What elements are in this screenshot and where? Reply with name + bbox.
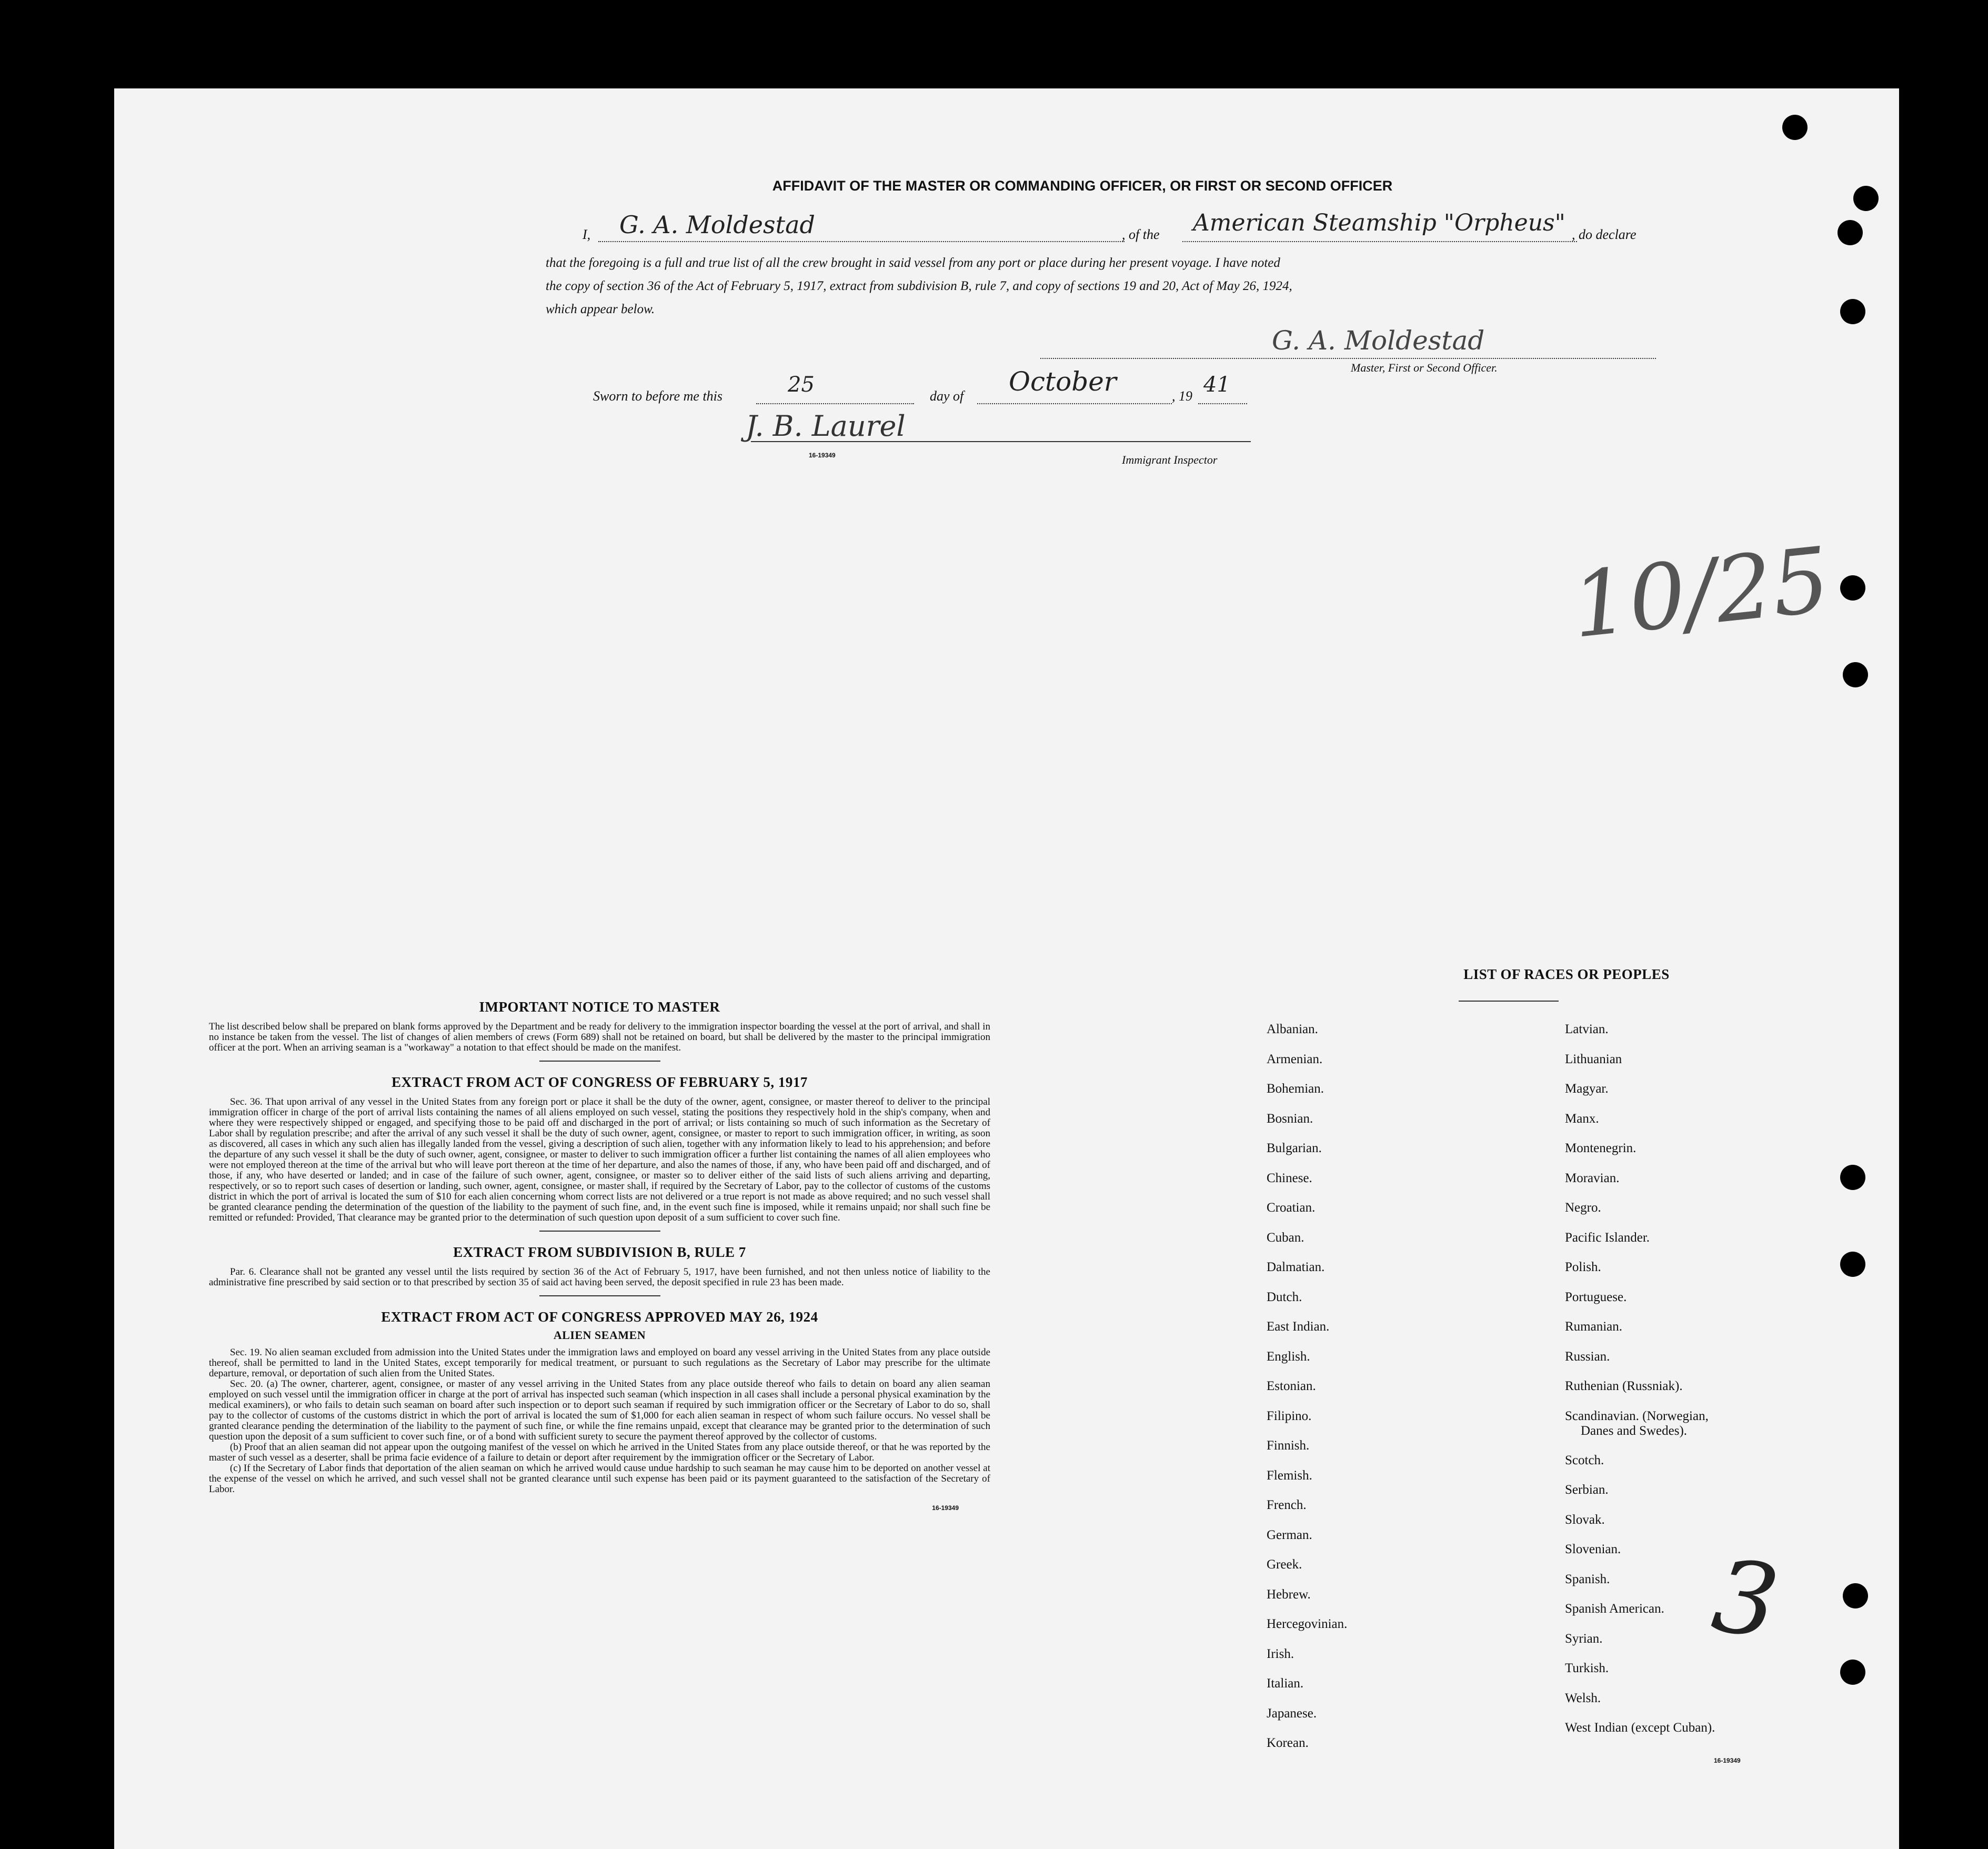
race-item: Irish.: [1267, 1646, 1294, 1661]
race-item: Serbian.: [1565, 1483, 1609, 1497]
race-item: Moravian.: [1565, 1171, 1620, 1185]
notice-title: IMPORTANT NOTICE TO MASTER: [479, 999, 720, 1015]
races-divider: [1459, 1001, 1559, 1002]
race-item: Lithuanian: [1565, 1052, 1622, 1066]
race-item: Portuguese.: [1565, 1290, 1627, 1304]
race-item: West Indian (except Cuban).: [1565, 1721, 1715, 1735]
sec-20c-text: (c) If the Secretary of Labor finds that deportation of the alien seaman on which he arrived would cause undue hardship to such seaman he may cause him to be deported on another vessel at the expense of the vessel on which he arrived, and such vessel shall not be granted clearance until such expense has been paid or its payment guaranteed to the satisfaction of the Secretary of Labor.: [209, 1463, 990, 1495]
race-item: French.: [1267, 1498, 1307, 1512]
race-item: Danes and Swedes).: [1581, 1423, 1688, 1438]
sec-20b-text: (b) Proof that an alien seaman did not appear upon the outgoing manifest of the vessel on which he arrived in the United States from any place outside thereof, or that he was reported by the master of such vessel as a deserter, shall be prima facie evidence of a failure to detain or deport after requirement by the immigration officer or the Secretary of Labor.: [209, 1442, 990, 1463]
races-left-column: [1267, 1015, 1530, 1758]
year-prefix: , 19: [1172, 388, 1192, 404]
master-name-handwritten: G. A. Moldestad: [619, 211, 815, 239]
punch-hole: [1843, 662, 1868, 687]
race-item: East Indian.: [1267, 1320, 1330, 1334]
race-item: Bosnian.: [1267, 1111, 1313, 1126]
race-item: Chinese.: [1267, 1171, 1312, 1185]
vessel-line: [1182, 241, 1577, 242]
affidavit-line-2: that the foregoing is a full and true list of all the crew brought in said vessel from any port or place during her present voyage. I have noted: [546, 256, 1280, 270]
master-signature: G. A. Moldestad: [1272, 325, 1485, 356]
race-item: German.: [1267, 1527, 1312, 1542]
race-item: Pacific Islander.: [1565, 1230, 1650, 1245]
race-item: Armenian.: [1267, 1052, 1323, 1066]
race-item: English.: [1267, 1349, 1310, 1364]
race-item: Welsh.: [1565, 1691, 1601, 1705]
race-item: Polish.: [1565, 1260, 1601, 1274]
year-line: [1198, 403, 1247, 404]
notices-column: [209, 999, 990, 1512]
race-item: Rumanian.: [1565, 1320, 1623, 1334]
extract-1924-title: EXTRACT FROM ACT OF CONGRESS APPROVED MAY 26, 1924: [381, 1309, 818, 1325]
margin-annotation: 10/25: [1567, 527, 1834, 659]
extract-1917-text: Sec. 36. That upon arrival of any vessel in the United States from any foreign port or place it shall be the duty of the owner, agent, consignee, or master thereof to deliver to the principal immigration officer in charge of the port of arrival lists containing the names of all aliens employed on such vessel, stating the positions they respectively hold in the ship's company, when and where they were respectively shipped or engaged, and specifying those to be paid off and discharged in the port of arrival; or lists containing so much of such information as the Secretary of Labor shall by regulation prescribe; and after the arrival of any such vessel it shall be the duty of such owner, agent, consignee, or master to report to such immigration officer, in writing, as soon as discovered, all cases in which any such alien has illegally landed from the vessel, giving a description of such alien, together with any information likely to lead to his apprehension; and before the departure of any such vessel it shall be the duty of such owner, agent, consignee, or master to deliver to such immigration officer a further list containing the names of all alien employees who were not employed thereon at the time of the arrival but who will leave port thereon at the time of her departure, and also the names of those, if any, who have been paid off and discharged, and of those, if any, who have deserted or landed; and in case of the failure of such owner, agent, consignee, or master so to deliver either of the said lists of such aliens arriving and departing, respectively, or so to report such cases of desertion or landing, such owner, agent, consignee, or master shall, if required by the Secretary of Labor, pay to the collector of customs of the customs district in which the port of arrival is located the sum of $10 for each alien concerning whom correct lists are not delivered or a true report is not made as above required; and no such vessel shall be granted clearance pending the determination of the question of the liability to the payment of such fine, and, in the event such fine is imposed, while it remains unpaid; nor shall such fine be remitted or refunded: Provided, That clearance may be granted prior to the determination of such question upon deposit of a sum sufficient to cover such fine.: [209, 1096, 990, 1223]
notice-text: The list described below shall be prepared on blank forms approved by the Department and be ready for delivery to the immigration inspector boarding the vessel at the port of arrival, and shall in no instance be taken from the vessel. The list of changes of alien members of crews (Form 689) shall not be retained on board, but shall be delivered by the master to the principal immigration officer at the port. When an arriving seaman is a "workaway" a notation to that effect should be made on the manifest.: [209, 1021, 990, 1053]
race-item: Bohemian.: [1267, 1082, 1324, 1096]
divider: [539, 1061, 660, 1062]
race-item: Russian.: [1565, 1349, 1610, 1364]
divider: [539, 1295, 660, 1296]
extract-rule7-title: EXTRACT FROM SUBDIVISION B, RULE 7: [453, 1244, 746, 1260]
race-item: Dutch.: [1267, 1290, 1302, 1304]
affidavit-body: [546, 252, 1653, 321]
races-right-column: [1565, 1015, 1860, 1743]
race-item: Spanish American.: [1565, 1602, 1664, 1616]
sec-20a-text: Sec. 20. (a) The owner, charterer, agent, consignee, or master of any vessel arriving in the United States from any place outside thereof who fails to detain on board any alien seaman employed on such vessel until the immigration officer in charge at the port of arrival has inspected such seaman (which inspection in all cases shall include a personal physical examination by the medical examiners), or who fails to detain such seaman on board after such inspection or to deport such seaman if required by such immigration officer or the Secretary of Labor to do so, shall pay to the collector of customs of the customs district in which the port of arrival is located the sum of $1,000 for each alien seaman in respect of whom such failure occurs. No vessel shall be granted clearance pending the determination of the liability to the payment of such fine, or while the fine remains unpaid, except that clearance may be granted prior to the determination of such question upon the deposit of a sum sufficient to cover such fine, or of a bond with sufficient surety to secure the payment thereof approved by the collector of customs.: [209, 1378, 990, 1442]
affidavit-prefix: I,: [583, 227, 591, 242]
race-item: Bulgarian.: [1267, 1141, 1322, 1155]
race-item: Korean.: [1267, 1736, 1309, 1750]
vessel-handwritten: American Steamship "Orpheus": [1193, 209, 1565, 236]
do-declare-label: , do declare: [1572, 227, 1636, 242]
race-item: Hebrew.: [1267, 1587, 1311, 1602]
races-form-number: 16-19349: [1714, 1757, 1741, 1764]
master-name-line: [598, 241, 1124, 242]
race-item: Turkish.: [1565, 1661, 1609, 1675]
punch-hole: [1840, 299, 1865, 324]
day-of-label: day of: [930, 388, 964, 404]
sec-19-text: Sec. 19. No alien seaman excluded from admission into the United States under the immigration laws and employed on board any vessel arriving in the United States from any place outside thereof, shall be permitted to land in the United States, except temporarily for medical treatment, or pursuant to such regulations as the Secretary of Labor may prescribe for the ultimate departure, removal, or deportation of such alien from the United States.: [209, 1347, 990, 1379]
race-item: Filipino.: [1267, 1408, 1312, 1423]
affidavit-title: AFFIDAVIT OF THE MASTER OR COMMANDING OFFICER, OR FIRST OR SECOND OFFICER: [772, 178, 1393, 194]
races-title: LIST OF RACES OR PEOPLES: [1463, 966, 1670, 982]
inspector-signature: J. B. Laurel: [746, 409, 906, 443]
punch-hole: [1840, 1252, 1865, 1277]
race-item: Albanian.: [1267, 1022, 1318, 1036]
race-item: Montenegrin.: [1565, 1141, 1636, 1155]
punch-hole: [1782, 115, 1808, 140]
race-item: Estonian.: [1267, 1379, 1316, 1393]
inspector-form-number: 16-19349: [809, 452, 836, 459]
inspector-caption: Immigrant Inspector: [1122, 453, 1218, 466]
race-item: Latvian.: [1565, 1022, 1609, 1036]
race-item: Japanese.: [1267, 1706, 1317, 1721]
race-item: Slovenian.: [1565, 1542, 1621, 1556]
page-annotation: 3: [1706, 1537, 1785, 1662]
race-item: Syrian.: [1565, 1631, 1603, 1646]
master-signature-line: [1040, 358, 1656, 359]
extract-1917-title: EXTRACT FROM ACT OF CONGRESS OF FEBRUARY 5, 1917: [391, 1074, 808, 1090]
race-item: Slovak.: [1565, 1512, 1605, 1527]
race-item: Ruthenian (Russniak).: [1565, 1379, 1683, 1393]
race-item: Hercegovinian.: [1267, 1617, 1348, 1631]
race-item: Magyar.: [1565, 1082, 1609, 1096]
punch-hole: [1838, 220, 1863, 245]
punch-hole: [1843, 1583, 1868, 1608]
divider: [539, 1231, 660, 1232]
affidavit-line-3: the copy of section 36 of the Act of February 5, 1917, extract from subdivision B, rule 7, and copy of sections 19 and 20, Act of May 26, 1924,: [546, 279, 1292, 293]
document-page: [114, 88, 1899, 1849]
race-item: Cuban.: [1267, 1230, 1304, 1245]
extract-rule7-text: Par. 6. Clearance shall not be granted any vessel until the lists required by section 36 of the Act of February 5, 1917, have been furnished, and not then unless notice of liability to the administrative fine prescribed by said section or to that prescribed by section 35 of said act having been served, the deposit specified in rule 23 has been made.: [209, 1266, 990, 1288]
year-handwritten: 41: [1203, 373, 1230, 397]
race-item: Dalmatian.: [1267, 1260, 1325, 1274]
notices-form-number: 16-19349: [932, 1504, 959, 1512]
extract-1924-subtitle: ALIEN SEAMEN: [553, 1328, 646, 1342]
punch-hole: [1840, 1165, 1865, 1190]
race-item: Negro.: [1565, 1201, 1601, 1215]
of-the-label: , of the: [1122, 227, 1160, 242]
race-item: Croatian.: [1267, 1201, 1316, 1215]
master-signature-caption: Master, First or Second Officer.: [1351, 361, 1498, 374]
race-item: Manx.: [1565, 1111, 1599, 1126]
race-item: Scandinavian. (Norwegian,: [1565, 1408, 1709, 1423]
race-item: Scotch.: [1565, 1453, 1604, 1467]
day-handwritten: 25: [788, 373, 815, 397]
month-handwritten: October: [1009, 366, 1117, 397]
month-line: [977, 403, 1172, 404]
punch-hole: [1840, 575, 1865, 601]
day-line: [756, 403, 914, 404]
race-item: Italian.: [1267, 1676, 1304, 1691]
punch-hole: [1853, 186, 1879, 211]
affidavit-line-4: which appear below.: [546, 302, 655, 316]
race-item: Finnish.: [1267, 1438, 1310, 1453]
race-item: Greek.: [1267, 1557, 1302, 1572]
punch-hole: [1840, 1660, 1865, 1685]
race-item: Flemish.: [1267, 1468, 1312, 1483]
race-item: Spanish.: [1565, 1572, 1610, 1586]
sworn-prefix: Sworn to before me this: [593, 388, 723, 404]
